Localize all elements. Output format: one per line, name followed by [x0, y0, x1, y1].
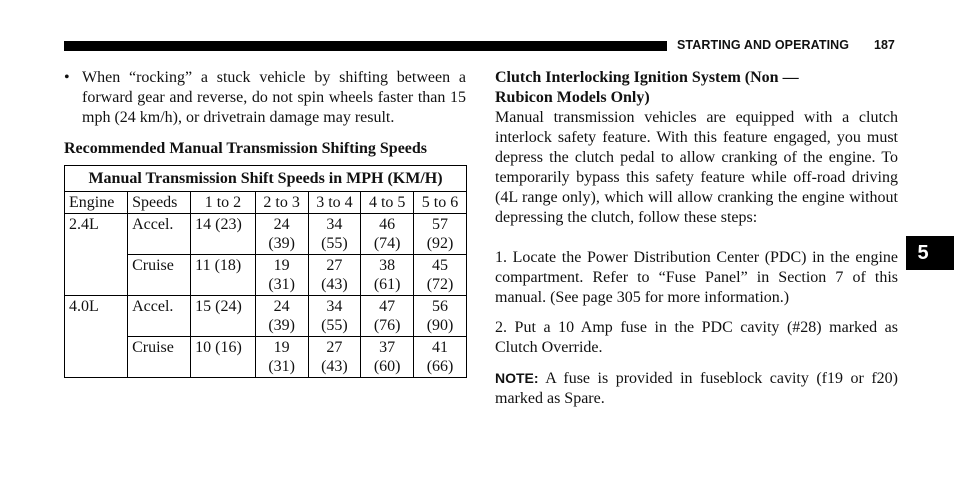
value-cell [308, 255, 361, 296]
kmh-value: (31) [268, 276, 295, 293]
value-cell [308, 296, 361, 337]
value-cell [414, 255, 467, 296]
mph-value: 56 [432, 298, 449, 315]
value-cell [255, 255, 308, 296]
mph-value: 46 [379, 216, 396, 233]
kmh-value: (74) [373, 235, 401, 252]
kmh-value: (43) [321, 276, 348, 293]
value-cell [361, 214, 414, 255]
heading-line-1: Clutch Interlocking Ignition System (Non — [495, 69, 799, 86]
value-cell: 14 (23) [191, 214, 256, 255]
intro-paragraph: Manual transmission vehicles are equipped with a clutch interlock safety feature. With this feature engaged, you must depress the clutch pedal to allow cranking of the engine. To temporarily bypass this safety feature while off-road driving (4L range only), which will allow cranking the engine without depressing the clutch, follow these steps: [495, 109, 898, 226]
value-cell [308, 337, 361, 378]
bullet-dot-icon: • [64, 69, 70, 86]
table-row [65, 296, 467, 337]
kmh-value: (31) [268, 358, 295, 375]
mph-value: 37 [379, 339, 396, 356]
kmh-value: (43) [321, 358, 348, 375]
engine-cell: 4.0L [65, 296, 128, 378]
kmh-value: (61) [373, 276, 401, 293]
value-cell: 10 (16) [191, 337, 256, 378]
value-cell [414, 337, 467, 378]
col-header-2to3: 2 to 3 [255, 192, 308, 214]
speed-cell: Accel. [128, 296, 191, 337]
clutch-interlock-heading [495, 68, 898, 108]
right-column [495, 68, 898, 409]
value-cell: 15 (24) [191, 296, 256, 337]
section-title: STARTING AND OPERATING [677, 38, 850, 52]
heading-line-2: Rubicon Models Only) [495, 89, 650, 106]
mph-value: 27 [326, 339, 343, 356]
mph-value: 34 [326, 298, 343, 315]
kmh-value: (55) [321, 317, 348, 334]
kmh-value: (66) [426, 358, 454, 375]
step-2: 2. Put a 10 Amp fuse in the PDC cavity (#28) marked as Clutch Override. [495, 319, 898, 356]
kmh-value: (39) [268, 235, 295, 252]
page-number: 187 [874, 38, 895, 52]
value-cell [361, 255, 414, 296]
value-cell: 11 (18) [191, 255, 256, 296]
kmh-value: (92) [426, 235, 454, 252]
value-cell [255, 214, 308, 255]
left-column [64, 68, 466, 378]
mph-value: 45 [432, 257, 449, 274]
kmh-value: (76) [373, 317, 401, 334]
kmh-value: (90) [426, 317, 454, 334]
section-heading: Recommended Manual Transmission Shifting Speeds [64, 140, 428, 157]
mph-value: 57 [432, 216, 449, 233]
engine-cell: 2.4L [65, 214, 128, 296]
value-cell [414, 214, 467, 255]
value-cell [255, 296, 308, 337]
mph-value: 41 [432, 339, 449, 356]
mph-value: 19 [273, 257, 290, 274]
mph-value: 34 [326, 216, 343, 233]
value-cell [361, 337, 414, 378]
speed-cell: Accel. [128, 214, 191, 255]
note-label: NOTE: [495, 370, 539, 386]
mph-value: 19 [273, 339, 290, 356]
kmh-value: (60) [373, 358, 401, 375]
note-paragraph [495, 368, 898, 409]
bullet-text: When “rocking” a stuck vehicle by shifting between a forward gear and reverse, do not spin wheels faster than 15 mph (24 km/h), or drivetrain damage may result. [82, 69, 466, 126]
value-cell [308, 214, 361, 255]
col-header-engine: Engine [65, 192, 128, 214]
bullet-item [64, 68, 466, 128]
kmh-value: (72) [426, 276, 454, 293]
col-header-5to6: 5 to 6 [414, 192, 467, 214]
header-rule [64, 41, 667, 51]
step-1: 1. Locate the Power Distribution Center (PDC) in the engine compartment. Refer to “Fuse Panel” in Section 7 of this manual. (See page 305 for more information.) [495, 249, 898, 306]
mph-value: 24 [273, 298, 290, 315]
shift-speeds-table [64, 165, 467, 378]
mph-value: 24 [273, 216, 290, 233]
col-header-speeds: Speeds [128, 192, 191, 214]
chapter-tab: 5 [906, 236, 954, 270]
speed-cell: Cruise [128, 337, 191, 378]
kmh-value: (39) [268, 317, 295, 334]
kmh-value: (55) [321, 235, 348, 252]
mph-value: 27 [326, 257, 343, 274]
value-cell [255, 337, 308, 378]
value-cell [361, 296, 414, 337]
speed-cell: Cruise [128, 255, 191, 296]
table-row [65, 214, 467, 255]
table-header-row [65, 192, 467, 214]
mph-value: 38 [379, 257, 396, 274]
value-cell [414, 296, 467, 337]
note-text: A fuse is provided in fuseblock cavity (f19 or f20) marked as Spare. [495, 370, 898, 407]
col-header-1to2: 1 to 2 [191, 192, 256, 214]
col-header-4to5: 4 to 5 [361, 192, 414, 214]
col-header-3to4: 3 to 4 [308, 192, 361, 214]
table-caption: Manual Transmission Shift Speeds in MPH (KM/H) [65, 166, 467, 192]
mph-value: 47 [379, 298, 396, 315]
